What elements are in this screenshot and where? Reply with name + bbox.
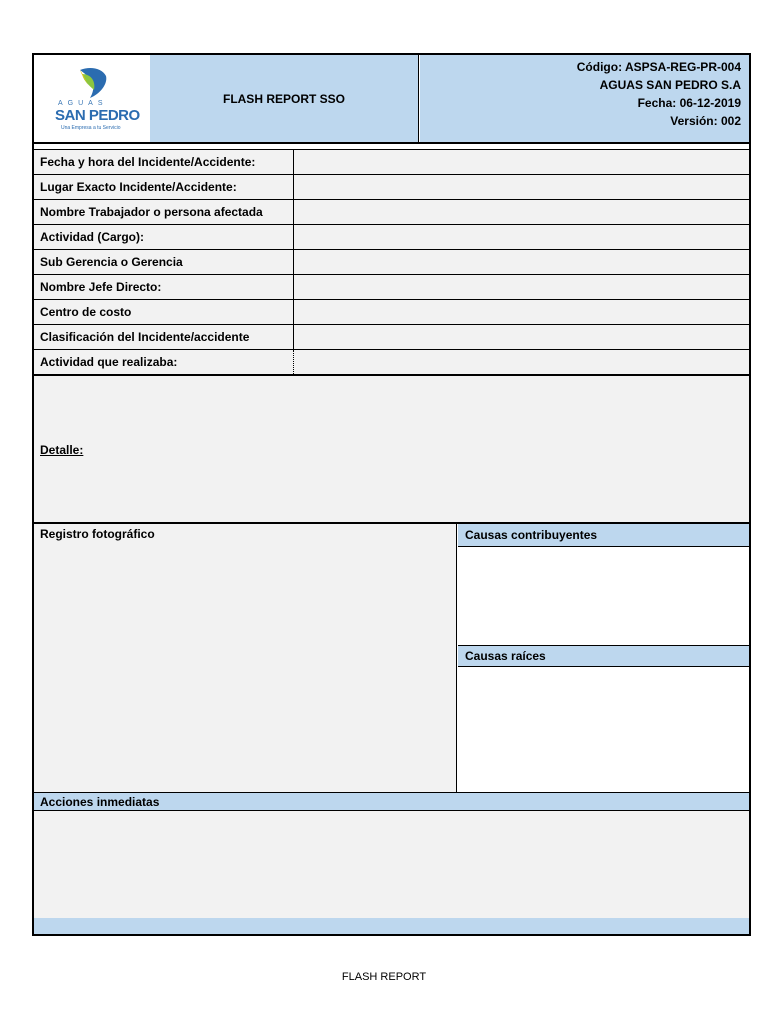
- immediate-actions-header: Acciones inmediatas: [34, 792, 749, 811]
- detail-section[interactable]: [34, 374, 749, 524]
- logo-san-pedro-text: SAN PEDRO: [55, 107, 140, 124]
- field-label: Actividad que realizaba:: [34, 350, 294, 374]
- field-input[interactable]: [294, 325, 749, 349]
- field-input[interactable]: [294, 150, 749, 174]
- document-version: Versión: 002: [670, 114, 741, 128]
- field-input[interactable]: [294, 225, 749, 249]
- company-logo: [34, 55, 150, 142]
- report-title: FLASH REPORT SSO: [150, 55, 419, 142]
- water-drop-logo-icon: [76, 66, 108, 100]
- root-causes-field[interactable]: [458, 667, 749, 792]
- field-row-lugar: [34, 175, 749, 200]
- logo-tagline: Una Empresa a tu Servicio: [61, 125, 121, 131]
- header-divider: [34, 142, 749, 150]
- field-input[interactable]: [294, 175, 749, 199]
- document-date: Fecha: 06-12-2019: [637, 96, 741, 110]
- field-label: Centro de costo: [34, 300, 294, 324]
- root-causes-header: Causas raíces: [458, 646, 749, 667]
- field-input[interactable]: [294, 275, 749, 299]
- field-label: Fecha y hora del Incidente/Accidente:: [34, 150, 294, 174]
- contributing-causes-header: Causas contribuyentes: [458, 524, 749, 547]
- field-row-fecha-hora: [34, 150, 749, 175]
- field-row-clasificacion: [34, 325, 749, 350]
- field-row-jefe-directo: [34, 275, 749, 300]
- company-name: AGUAS SAN PEDRO S.A: [599, 78, 741, 92]
- field-label: Sub Gerencia o Gerencia: [34, 250, 294, 274]
- immediate-actions-field[interactable]: [34, 811, 749, 918]
- contributing-causes-field[interactable]: [458, 547, 749, 646]
- field-label: Clasificación del Incidente/accidente: [34, 325, 294, 349]
- document-metadata: [420, 55, 749, 142]
- photo-record-label: Registro fotográfico: [40, 527, 155, 541]
- field-input[interactable]: [294, 200, 749, 224]
- page-footer: FLASH REPORT: [341, 971, 427, 983]
- field-label: Lugar Exacto Incidente/Accidente:: [34, 175, 294, 199]
- field-row-trabajador: [34, 200, 749, 225]
- document-code: Código: ASPSA-REG-PR-004: [576, 60, 741, 74]
- bottom-band: [34, 918, 749, 934]
- field-label: Actividad (Cargo):: [34, 225, 294, 249]
- photo-record-section[interactable]: [34, 524, 457, 792]
- field-row-centro-costo: [34, 300, 749, 325]
- detail-label: Detalle:: [40, 443, 84, 457]
- field-label: Nombre Jefe Directo:: [34, 275, 294, 299]
- field-input[interactable]: [294, 350, 749, 374]
- field-input[interactable]: [294, 300, 749, 324]
- field-row-actividad-realizaba: [34, 350, 749, 374]
- field-label: Nombre Trabajador o persona afectada: [34, 200, 294, 224]
- field-row-actividad-cargo: [34, 225, 749, 250]
- logo-aguas-text: AGUAS: [58, 100, 108, 107]
- field-input[interactable]: [294, 250, 749, 274]
- field-row-gerencia: [34, 250, 749, 275]
